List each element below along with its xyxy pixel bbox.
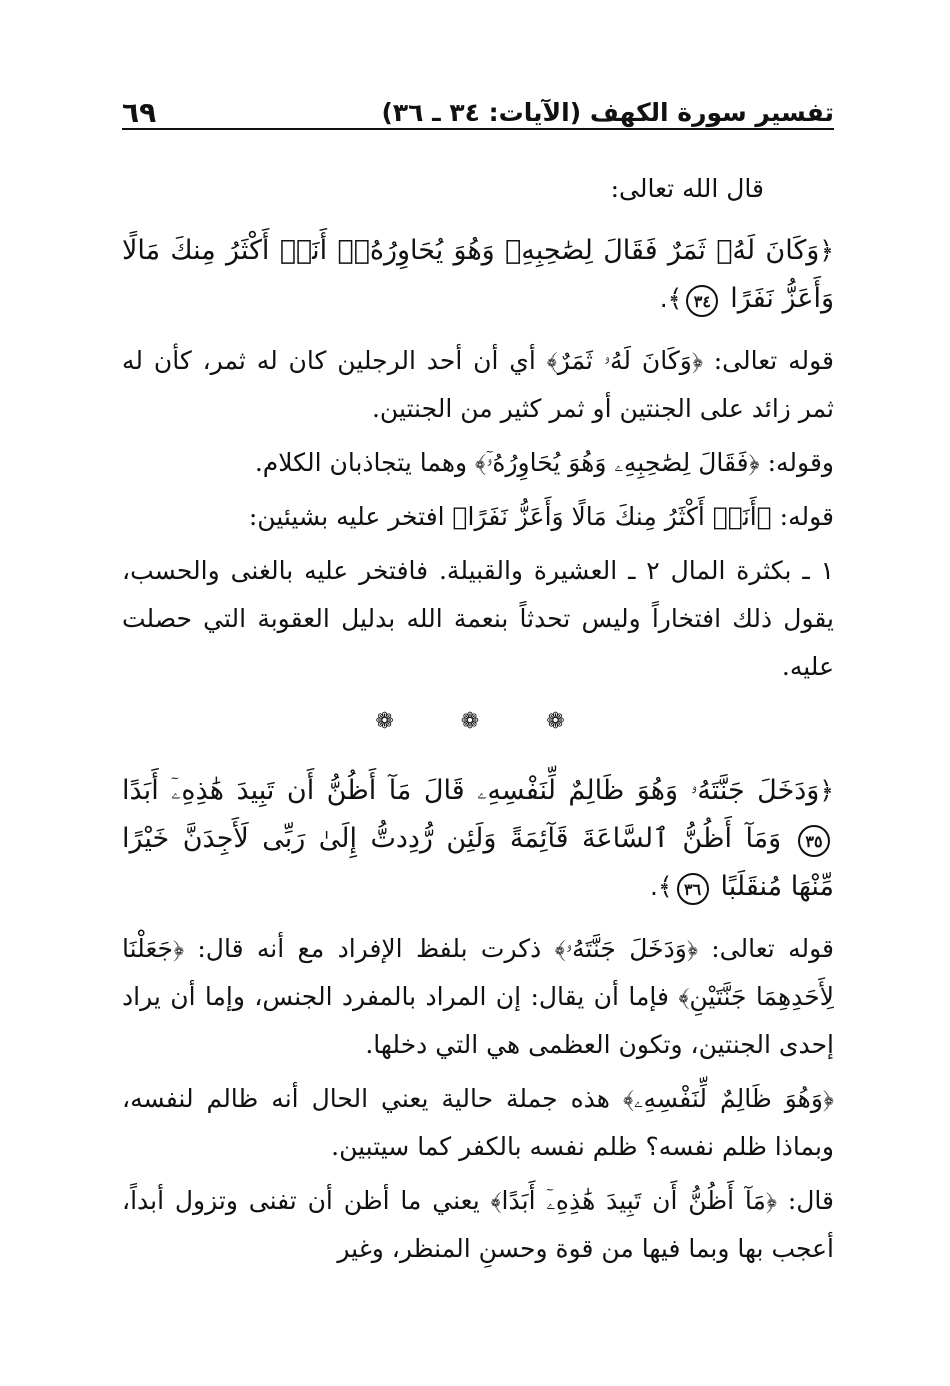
intro-line: قال الله تعالى: — [610, 174, 764, 203]
quran-verse-35-36 — [122, 767, 834, 911]
quran-verse-34 — [122, 227, 834, 323]
commentary-paragraph: قوله تعالى: ﴿وَكَانَ لَهُۥ ثَمَرٌ﴾ أي أن أحد الرجلين كان له ثمر، كأن له ثمر زائد على الجنتين أو ثمر كثير من الجنتين. — [122, 346, 834, 423]
section-separator — [122, 709, 834, 741]
verse-text: وَكَانَ لَهُۥ ثَمَرٌ فَقَالَ لِصَٰحِبِهِۦ وَهُوَ يُحَاوِرُهُۥٓ أَنَا۠ أَكْثَرُ مِنكَ مَالًا وَأَعَزُّ نَفَرًا — [122, 235, 834, 314]
verse-close-bracket: ﴾. — [649, 872, 673, 901]
commentary-paragraph: قوله: ﴿أَنَا۠ أَكْثَرُ مِنكَ مَالًا وَأَعَزُّ نَفَرًا﴾ افتخر عليه بشيئين: — [248, 502, 834, 531]
commentary-paragraph: قال: ﴿مَآ أَظُنُّ أَن تَبِيدَ هَٰذِهِۦٓ أَبَدًا﴾ يعني ما أظن أن تفنى وتزول أبداً، أعجب بها وبما فيها من قوة وحسنِ المنظر، وغير — [122, 1186, 834, 1263]
commentary-paragraph: ١ ـ بكثرة المال ٢ ـ العشيرة والقبيلة. فافتخر عليه بالغنى والحسب، يقول ذلك افتخاراً وليس تحدثاً بنعمة الله بدليل العقوبة التي حصلت عليه. — [122, 556, 835, 681]
page-body — [122, 165, 834, 1279]
verse-open-bracket: ﴿ — [819, 776, 834, 805]
commentary-paragraph: قوله تعالى: ﴿وَدَخَلَ جَنَّتَهُۥ﴾ ذكرت بلفظ الإفراد مع أنه قال: ﴿جَعَلْنَا لِأَحَدِهِمَا جَنَّتَيْنِ﴾ فإما أن يقال: إن المراد بالمفرد الجنس، وإما أن يراد إحدى الجنتين، وتكون العظمى هي التي دخلها. — [122, 934, 834, 1059]
flower-ornament-icon: ❁ — [546, 709, 581, 734]
ayah-number-marker: ٣٤ — [686, 285, 718, 317]
flower-ornament-icon: ❁ — [375, 709, 410, 734]
verse-text: وَدَخَلَ جَنَّتَهُۥ وَهُوَ ظَالِمٌ لِّنَفْسِهِۦ قَالَ مَآ أَظُنُّ أَن تَبِيدَ هَٰذِهِۦٓ أَبَدًا — [122, 775, 820, 806]
verse-open-bracket: ﴿ — [819, 236, 834, 265]
ayah-number-marker: ٣٥ — [798, 825, 830, 857]
commentary-paragraph: وقوله: ﴿فَقَالَ لِصَٰحِبِهِۦ وَهُوَ يُحَاوِرُهُۥٓ﴾ وهما يتجاذبان الكلام. — [254, 448, 834, 477]
ayah-number-marker: ٣٦ — [677, 873, 709, 905]
flower-ornament-icon: ❁ — [460, 709, 496, 734]
header-divider — [122, 128, 834, 130]
verse-close-bracket: ﴾. — [659, 284, 683, 313]
page-number: ٦٩ — [122, 96, 157, 129]
page-header — [122, 86, 834, 128]
verse-text: وَمَآ أَظُنُّ ٱلسَّاعَةَ قَآئِمَةً وَلَئِن رُّدِدتُّ إِلَىٰ رَبِّى لَأَجِدَنَّ خَيْرًا مِّنْهَا مُنقَلَبًا — [122, 823, 834, 902]
commentary-paragraph: ﴿وَهُوَ ظَالِمٌ لِّنَفْسِهِۦ﴾ هذه جملة حالية يعني الحال أنه ظالم لنفسه، وبماذا ظلم نفسه؟ ظلم نفسه بالكفر كما سيتبين. — [122, 1084, 834, 1161]
running-title: تفسير سورة الكهف (الآيات: ٣٤ ـ ٣٦) — [381, 98, 834, 127]
